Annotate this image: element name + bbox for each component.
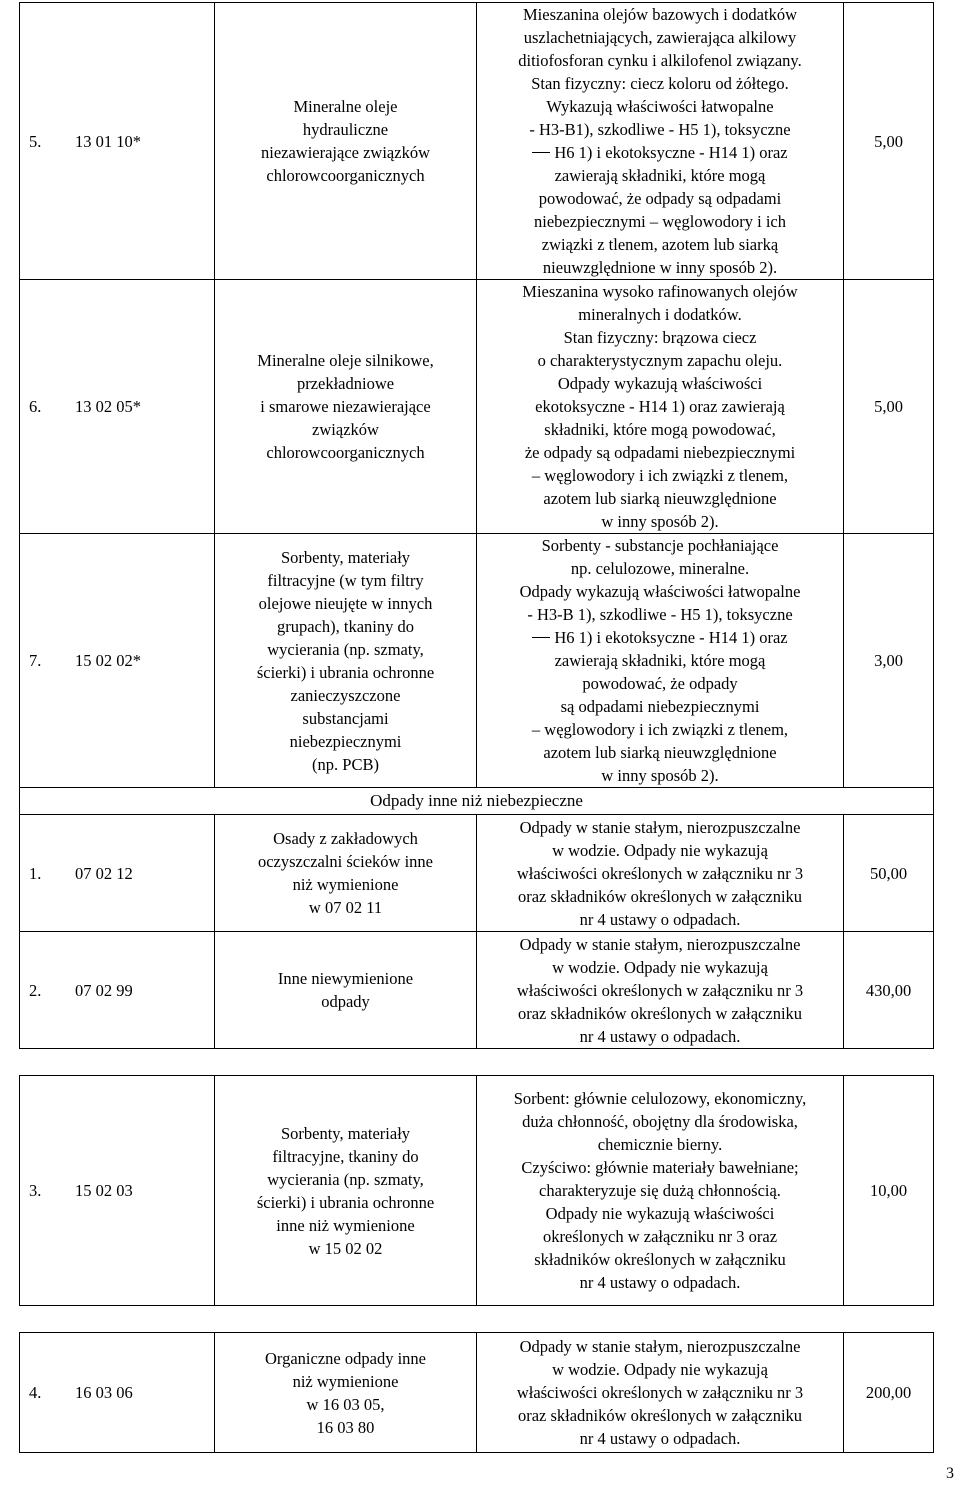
description-line: mineralnych i dodatków.: [578, 305, 742, 324]
description-line: nr 4 ustawy o odpadach.: [579, 909, 741, 929]
waste-name-line: Sorbenty, materiały: [280, 547, 411, 567]
description-line: powodować, że odpady: [582, 674, 738, 693]
description-text: H6 1) i ekotoksyczne - H14 1) oraz: [554, 628, 788, 647]
waste-name-line: filtracyjne (w tym filtry: [267, 570, 424, 590]
description-line: duża chłonność, obojętny dla środowiska,: [522, 1112, 798, 1131]
waste-name-cell: [215, 815, 477, 932]
waste-table: [19, 2, 934, 1453]
waste-code: 15 02 02*: [75, 651, 141, 670]
waste-name-line: ścierki) i ubrania ochronne: [256, 662, 435, 682]
waste-name-line: w 16 03 05,: [306, 1394, 385, 1414]
description-line: – węglowodory i ich związki z tlenem,: [531, 466, 789, 485]
description-line: azotem lub siarką nieuwzględnione: [543, 489, 777, 508]
waste-name-cell: [215, 3, 477, 280]
waste-code: 07 02 99: [75, 980, 133, 1000]
waste-code: 07 02 12: [75, 863, 133, 883]
waste-name-line: Organiczne odpady inne: [265, 1348, 426, 1368]
row-number: 5.: [29, 131, 42, 151]
description-line: o charakterystycznym zapachu oleju.: [537, 351, 783, 370]
description-line: - H3-B 1), szkodliwe - H5 1), toksyczne: [527, 605, 793, 624]
description-line: niebezpiecznymi – węglowodory i ich: [533, 212, 786, 231]
description-line: [481, 626, 839, 649]
description-line: właściwości określonych w załączniku nr 3: [516, 980, 804, 1000]
spacer-cell: [20, 1306, 934, 1333]
table-row: [20, 3, 934, 280]
description-line: chemicznie bierny.: [597, 1135, 723, 1154]
description-line: Sorbent: głównie celulozowy, ekonomiczny,: [513, 1089, 807, 1108]
row-number: 7.: [29, 651, 42, 670]
description-line: oraz składników określonych w załączniku: [517, 1406, 803, 1425]
amount-cell: 5,00: [844, 3, 934, 280]
description-line: oraz składników określonych w załączniku: [517, 886, 803, 906]
waste-name-cell: [215, 1076, 477, 1306]
waste-description-cell: [477, 3, 844, 280]
waste-name-cell: [215, 1333, 477, 1453]
description-text: H6 1) i ekotoksyczne - H14 1) oraz: [554, 143, 788, 162]
waste-name-line: Sorbenty, materiały: [280, 1123, 411, 1143]
description-line: Odpady w stanie stałym, nierozpuszczalne: [519, 934, 801, 954]
description-line: w inny sposób 2).: [601, 766, 719, 785]
description-line: - H3-B1), szkodliwe - H5 1), toksyczne: [529, 120, 791, 139]
description-line: – węglowodory i ich związki z tlenem,: [531, 720, 789, 739]
row-spacer: [20, 1049, 934, 1076]
table-row: [20, 1333, 934, 1453]
description-line: w wodzie. Odpady nie wykazują: [552, 840, 768, 860]
waste-name-line: związków: [312, 420, 379, 439]
description-line: Mieszanina wysoko rafinowanych olejów: [522, 282, 798, 301]
waste-name-line: chlorowcoorganicznych: [266, 166, 425, 185]
waste-name-cell: [215, 932, 477, 1049]
waste-description-cell: [477, 815, 844, 932]
waste-name-line: grupach), tkaniny do: [276, 616, 414, 636]
description-line: charakteryzuje się dużą chłonnością.: [539, 1181, 781, 1200]
waste-description-cell: [477, 932, 844, 1049]
waste-name-line: niż wymienione: [292, 1371, 399, 1391]
waste-name-line: niż wymienione: [292, 875, 399, 894]
waste-description-cell: [477, 1333, 844, 1453]
description-line: zawierają składniki, które mogą: [554, 166, 766, 185]
table-row: [20, 932, 934, 1049]
code-cell: [20, 1333, 215, 1453]
waste-name-line: 16 03 80: [316, 1417, 375, 1437]
waste-name-line: inne niż wymienione: [276, 1215, 415, 1235]
section-header-row: [20, 788, 934, 815]
description-line: Sorbenty - substancje pochłaniające: [541, 536, 779, 555]
row-number: 6.: [29, 397, 42, 416]
description-line: Mieszanina olejów bazowych i dodatków: [522, 5, 797, 24]
description-line: że odpady są odpadami niebezpiecznymi: [524, 443, 796, 462]
table-row: [20, 815, 934, 932]
dash-mark: [532, 152, 550, 153]
description-line: zawierają składniki, które mogą: [554, 651, 766, 670]
waste-description-cell: [477, 1076, 844, 1306]
waste-name-line: chlorowcoorganicznych: [266, 443, 425, 462]
amount-cell: 430,00: [844, 932, 934, 1049]
row-number: 4.: [29, 1383, 42, 1402]
description-line: Stan fizyczny: ciecz koloru od żółtego.: [531, 74, 789, 93]
description-line: Odpady wykazują właściwości łatwopalne: [519, 582, 801, 601]
description-line: Odpady wykazują właściwości: [557, 374, 763, 393]
description-line: np. celulozowe, mineralne.: [570, 559, 750, 578]
waste-name-line: Mineralne oleje silnikowe,: [257, 351, 434, 370]
description-line: właściwości określonych w załączniku nr 3: [516, 1383, 804, 1402]
waste-name-line: filtracyjne, tkaniny do: [272, 1146, 419, 1166]
description-line: określonych w załączniku nr 3 oraz: [542, 1227, 778, 1246]
description-line: nr 4 ustawy o odpadach.: [579, 1273, 741, 1292]
description-line: [481, 141, 839, 164]
waste-name-line: substancjami: [302, 708, 389, 728]
waste-name-line: odpady: [321, 992, 370, 1011]
waste-name-line: wycierania (np. szmaty,: [267, 639, 424, 659]
page-number: 3: [946, 1465, 954, 1482]
waste-name-line: oczyszczalni ścieków inne: [257, 852, 433, 871]
dash-mark: [532, 637, 550, 638]
description-line: związki z tlenem, azotem lub siarką: [541, 235, 779, 254]
amount-cell: 50,00: [844, 815, 934, 932]
waste-name-line: Inne niewymienione: [277, 969, 414, 988]
waste-name-line: olejowe nieujęte w innych: [258, 593, 433, 613]
waste-code: 16 03 06: [75, 1383, 133, 1402]
code-cell: [20, 932, 215, 1049]
description-line: nieuwzględnione w inny sposób 2).: [542, 258, 778, 277]
description-line: w wodzie. Odpady nie wykazują: [552, 1360, 768, 1379]
waste-description-cell: [477, 280, 844, 534]
description-line: w inny sposób 2).: [601, 512, 719, 531]
table-row: [20, 280, 934, 534]
code-cell: [20, 280, 215, 534]
row-number: 2.: [29, 980, 42, 1000]
waste-name-line: wycierania (np. szmaty,: [267, 1169, 424, 1189]
row-number: 1.: [29, 863, 42, 883]
waste-name-line: niebezpiecznymi: [289, 731, 402, 751]
description-line: składników określonych w załączniku: [534, 1250, 786, 1269]
waste-name-cell: [215, 280, 477, 534]
waste-name-line: Osady z zakładowych: [273, 829, 418, 848]
amount-cell: 200,00: [844, 1333, 934, 1453]
description-line: są odpadami niebezpiecznymi: [560, 697, 760, 716]
description-line: Stan fizyczny: brązowa ciecz: [563, 328, 757, 347]
amount-cell: 3,00: [844, 534, 934, 788]
table-row: [20, 1076, 934, 1306]
description-line: uszlachetniających, zawierająca alkilowy: [523, 28, 797, 47]
section-header: Odpady inne niż niebezpieczne: [20, 788, 934, 815]
description-line: powodować, że odpady są odpadami: [538, 189, 782, 208]
waste-name-line: hydrauliczne: [302, 120, 389, 139]
description-line: Odpady nie wykazują właściwości: [545, 1204, 775, 1223]
waste-code: 13 02 05*: [75, 397, 141, 416]
waste-name-cell: [215, 534, 477, 788]
description-line: ekotoksyczne - H14 1) oraz zawierają: [535, 397, 785, 416]
waste-code: 15 02 03: [75, 1181, 133, 1200]
waste-name-line: przekładniowe: [296, 374, 395, 393]
amount-cell: 5,00: [844, 280, 934, 534]
code-cell: [20, 534, 215, 788]
description-line: nr 4 ustawy o odpadach.: [579, 1429, 741, 1448]
spacer-cell: [20, 1049, 934, 1076]
description-line: nr 4 ustawy o odpadach.: [579, 1026, 741, 1046]
description-line: oraz składników określonych w załączniku: [517, 1003, 803, 1023]
waste-name-line: niezawierające związków: [260, 143, 430, 162]
waste-name-line: w 15 02 02: [308, 1238, 383, 1258]
waste-name-line: (np. PCB): [312, 754, 379, 774]
description-line: Odpady w stanie stałym, nierozpuszczalne: [519, 1337, 801, 1356]
row-number: 3.: [29, 1181, 42, 1200]
code-cell: [20, 1076, 215, 1306]
row-spacer: [20, 1306, 934, 1333]
waste-description-cell: [477, 534, 844, 788]
waste-name-line: i smarowe niezawierające: [260, 397, 431, 416]
waste-name-line: zanieczyszczone: [290, 685, 401, 705]
waste-name-line: ścierki) i ubrania ochronne: [256, 1192, 435, 1212]
description-line: ditiofosforan cynku i alkilofenol związany.: [518, 51, 802, 70]
description-line: w wodzie. Odpady nie wykazują: [552, 957, 768, 977]
waste-code: 13 01 10*: [75, 131, 141, 151]
table-row: [20, 534, 934, 788]
waste-name-line: w 07 02 11: [308, 898, 383, 917]
amount-cell: 10,00: [844, 1076, 934, 1306]
description-line: właściwości określonych w załączniku nr 3: [516, 863, 804, 883]
waste-name-line: Mineralne oleje: [293, 97, 398, 116]
description-line: Wykazują właściwości łatwopalne: [546, 97, 774, 116]
description-line: Odpady w stanie stałym, nierozpuszczalne: [519, 817, 801, 837]
description-line: Czyściwo: głównie materiały bawełniane;: [521, 1158, 799, 1177]
description-line: składniki, które mogą powodować,: [544, 420, 776, 439]
code-cell: [20, 3, 215, 280]
code-cell: [20, 815, 215, 932]
description-line: azotem lub siarką nieuwzględnione: [543, 743, 777, 762]
